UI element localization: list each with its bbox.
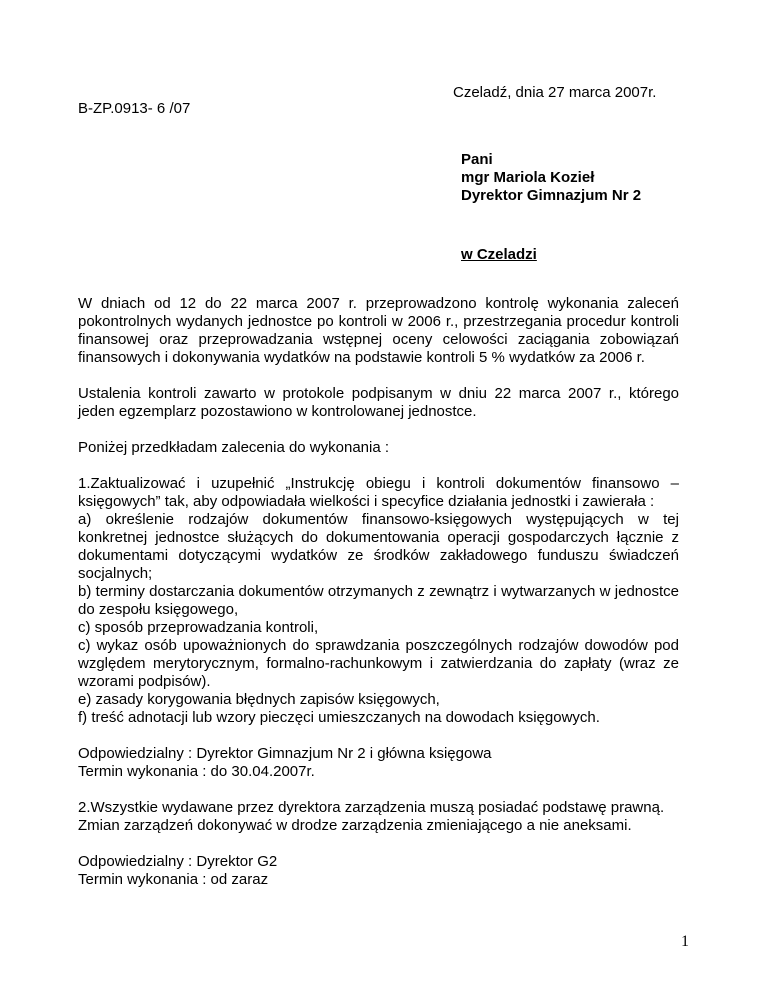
recommendation-1-deadline: Termin wykonania : do 30.04.2007r. [78, 763, 315, 780]
addressee-name: mgr Mariola Kozieł [461, 169, 595, 186]
recommendation-1-responsible: Odpowiedzialny : Dyrektor Gimnazjum Nr 2 i główna księgowa [78, 745, 492, 762]
recommendation-1-c1: c) sposób przeprowadzania kontroli, [78, 619, 319, 636]
addressee-salutation: Pani [461, 151, 493, 168]
recommendation-2-deadline: Termin wykonania : od zaraz [78, 871, 269, 888]
intro-paragraph: W dniach od 12 do 22 marca 2007 r. przeprowadzono kontrolę wykonania zaleceń pokontrolnych wydanych jednostce po kontroli w 2006 r., przestrzegania procedur kontroli finansowej oraz przeprowadzania wstępnej oceny celowości zaciągania zobowiązań finansowych i dokonywania wydatków na podstawie kontroli 5 % wydatków za 2006 r. [78, 295, 679, 366]
recommendation-1-c2: c) wykaz osób upoważnionych do sprawdzania poszczególnych rodzajów dowodów pod względem merytorycznym, formalno-rachunkowym i zatwierdzania do zapłaty (wraz ze wzorami podpisów). [78, 637, 679, 690]
addressee-city: w Czeladzi [461, 246, 537, 263]
recommendation-2-lead: 2.Wszystkie wydawane przez dyrektora zarządzenia muszą posiadać podstawę prawną. [78, 799, 665, 816]
recommendation-1-meta [78, 745, 679, 781]
place-date: Czeladź, dnia 27 marca 2007r. [453, 84, 657, 101]
page-number: 1 [681, 933, 689, 950]
recommendation-1-lead: 1.Zaktualizować i uzupełnić „Instrukcję obiegu i kontroli dokumentów finansowo – księgowych” tak, aby odpowiadała wielkości i specyfice działania jednostki i zawierała : [78, 475, 679, 510]
addressee-position: Dyrektor Gimnazjum Nr 2 [461, 187, 642, 204]
recommendation-1-a: a) określenie rodzajów dokumentów finansowo-księgowych występujących w tej konkretnej jednostce służących do dokumentowania operacji gospodarczych łącznie z dokumentami dotyczącymi wydatków ze środków zakładowego funduszu świadczeń socjalnych; [78, 511, 679, 582]
recommendation-1-f: f) treść adnotacji lub wzory pieczęci umieszczanych na dowodach księgowych. [78, 709, 600, 726]
recommendation-2 [78, 799, 679, 835]
reference-number: B-ZP.0913- 6 /07 [78, 100, 191, 117]
recommendation-1-e: e) zasady korygowania błędnych zapisów księgowych, [78, 691, 440, 708]
recommendation-2-note: Zmian zarządzeń dokonywać w drodze zarządzenia zmieniającego a nie aneksami. [78, 817, 632, 834]
recommendation-2-responsible: Odpowiedzialny : Dyrektor G2 [78, 853, 278, 870]
recommendation-1-b: b) terminy dostarczania dokumentów otrzymanych z zewnątrz i wytwarzanych w jednostce do zespołu księgowego, [78, 583, 679, 618]
letter-body [78, 295, 679, 889]
recommendations-intro: Poniżej przedkładam zalecenia do wykonania : [78, 439, 390, 456]
addressee-block [461, 151, 641, 205]
findings-paragraph: Ustalenia kontroli zawarto w protokole podpisanym w dniu 22 marca 2007 r., którego jeden egzemplarz pozostawiono w kontrolowanej jednostce. [78, 385, 679, 420]
recommendation-1 [78, 475, 679, 727]
recommendation-2-meta [78, 853, 679, 889]
